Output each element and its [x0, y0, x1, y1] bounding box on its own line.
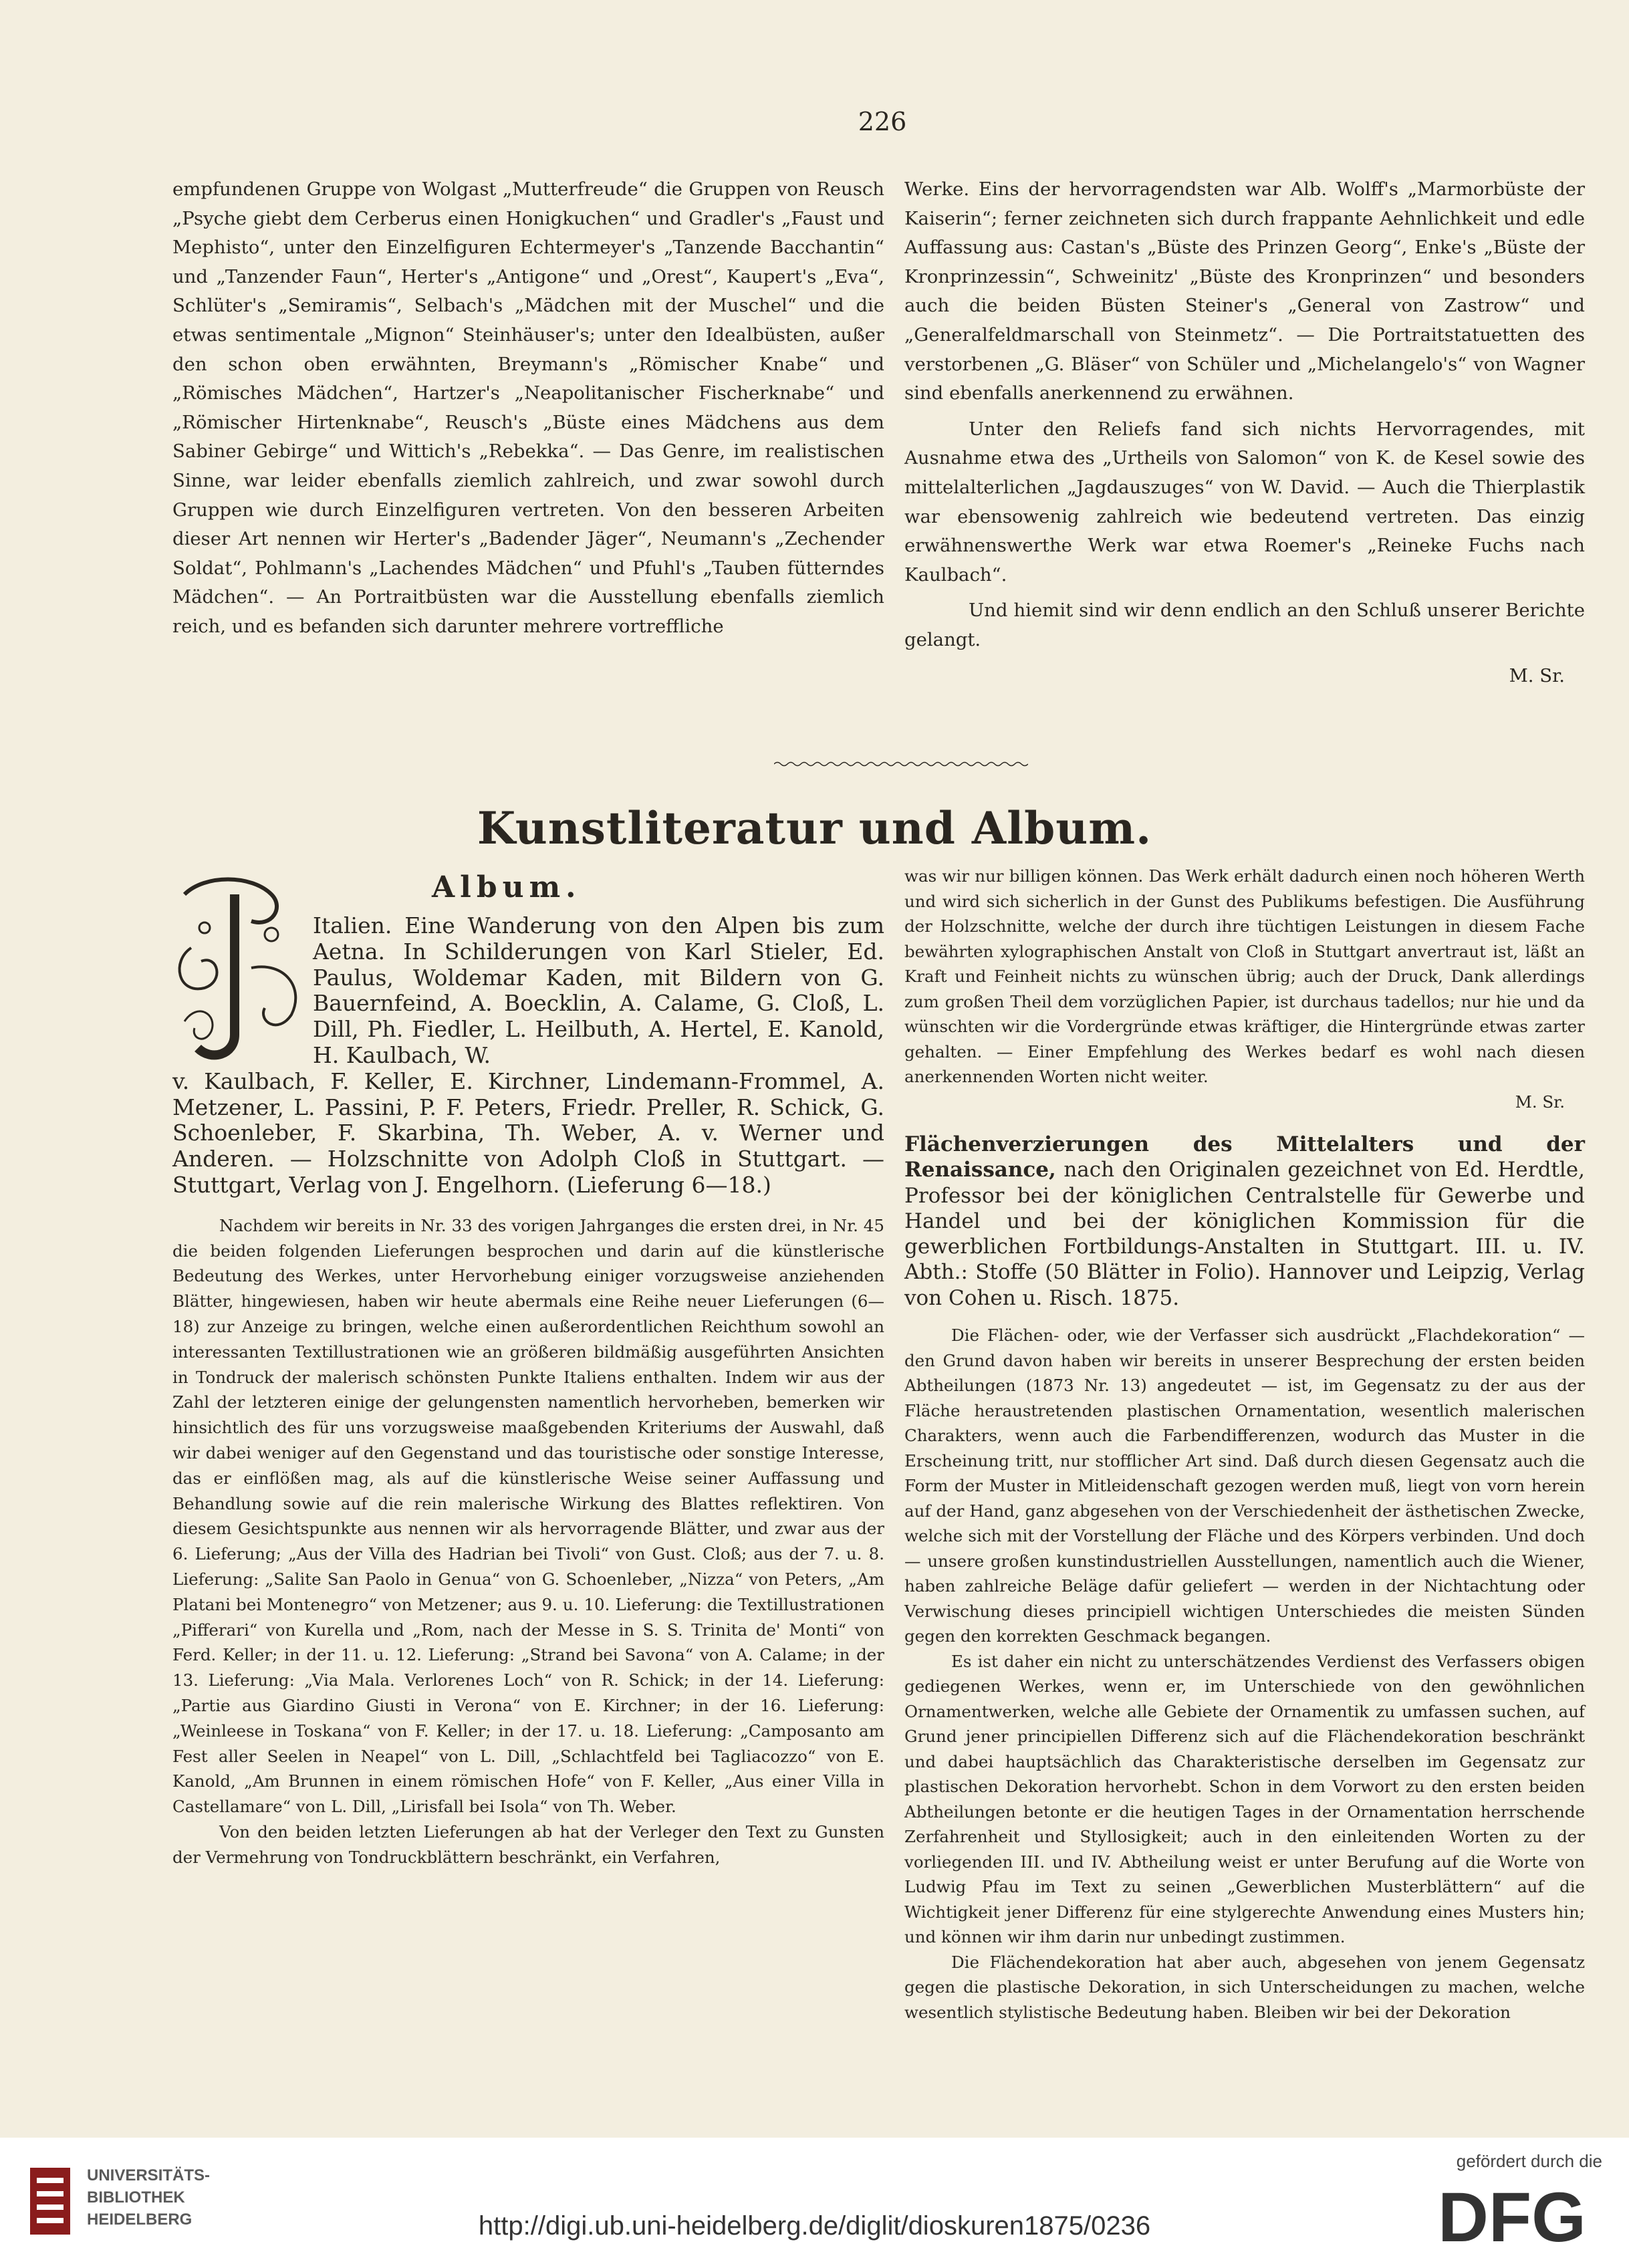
paragraph: Unter den Reliefs fand sich nichts Hervorragendes, mit Ausnahme etwa des „Urtheils von Salomon“ von K. de Kesel sowie des mittelalterlichen „Jagdauszuges“ von W. David. — Auch die Thierplastik war ebensowenig zahlreich wie bedeutend vertreten. Das einzig erwähnenswerthe Werk war etwa Roemer's „Reineke Fuchs nach Kaulbach“. — [904, 418, 1585, 586]
paragraph: Werke. Eins der hervorragendsten war Alb. Wolff's „Marmorbüste der Kaiserin“; ferner zeichneten sich durch frappante Aehnlichkeit und edle Auffassung aus: Castan's „Büste des Prinzen Georg“, Enke's „Büste der Kronprinzessin“, Schweinitz' „Büste des Kronprinzen“ und besonders auch die beiden Büsten Steiner's „General von Zastrow“ und „Generalfeldmarschall von Steinmetz“. — Die Portraitstatuetten des verstorbenen „G. Bläser“ von Schüler und „Michelangelo's“ von Wagner sind ebenfalls anerkennend zu erwähnen. — [904, 178, 1585, 404]
review-flaechenverzierungen — [904, 1323, 1585, 2025]
book-entry-header: Flächenverzierungen des Mittelalters und der Renaissance, — [904, 1132, 1585, 1182]
paragraph: was wir nur billigen können. Das Werk erhält dadurch einen noch höheren Werth und wird sich sicherlich in der Gunst des Publikums befestigen. Die Ausführung der Holzschnitte, welche der durch ihre tüchtigen Leistungen in diesem Fache bewährten xylographischen Anstalt von Cloß in Stuttgart anvertraut ist, läßt an Kraft und Feinheit nichts zu wünschen übrig; auch der Druck, Dank allerdings zum großen Theil dem vorzüglichen Papier, ist durchaus tadellos; nur hie und da wünschten wir die Vordergründe etwas kräftiger, die Hintergründe etwas zarter gehalten. — Einer Empfehlung des Werkes bedarf es wohl nach diesen anerkennenden Worten nicht weiter. — [904, 866, 1585, 1086]
paragraph: empfundenen Gruppe von Wolgast „Mutterfreude“ die Gruppen von Reusch „Psyche giebt dem Cerberus einen Honigkuchen“ und Gradler's „Faust und Mephisto“, unter den Einzelfiguren Echtermeyer's „Tanzende Bacchantin“ und „Tanzender Faun“, Herter's „Antigone“ und „Orest“, Kaupert's „Eva“, Schlüter's „Semiramis“, Selbach's „Mädchen mit der Muschel“ und die etwas sentimentale „Mignon“ Steinhäuser's; unter den Idealbüsten, außer den schon oben erwähnten, Breymann's „Römischer Knabe“ und „Römisches Mädchen“, Hartzer's „Neapolitanischer Fischerknabe“ und „Römischer Hirtenknabe“, Reusch's „Büste eines Mädchens aus dem Sabiner Gebirge“ und Wittich's „Rebekka“. — Das Genre, im realistischen Sinne, war leider ebenfalls ziemlich zahlreich, und zwar sowohl durch Gruppen wie durch Einzelfiguren vertreten. Von den besseren Arbeiten dieser Art nennen wir Herter's „Badender Jäger“, Neumann's „Zechender Soldat“, Pohlmann's „Lachendes Mädchen“ und Pfuhl's „Tauben fütterndes Mädchen“. — An Portraitbüsten war die Ausstellung ebenfalls ziemlich reich, und es befanden sich darunter mehrere vortreffliche — [172, 178, 884, 637]
institution-name-line: HEIDELBERG — [87, 2211, 193, 2229]
page-number: 226 — [858, 107, 907, 136]
paragraph: Und hiemit sind wir denn endlich an den Schluß unserer Berichte gelangt. — [904, 600, 1585, 650]
review-italien-continued — [904, 864, 1585, 1114]
paragraph: Von den beiden letzten Lieferungen ab hat der Verleger den Text zu Gunsten der Vermehrung von Tondruckblättern beschränkt, ein Verfahren, — [172, 1821, 884, 1867]
review-italien — [172, 1213, 884, 1870]
book-entry-flaechenverzierungen — [904, 1132, 1585, 1311]
institution-name-line: BIBLIOTHEK — [87, 2188, 185, 2207]
upper-right-column — [904, 175, 1585, 697]
book-entry-continuation: nach den Originalen gezeichnet von Ed. Herdtle, Professor bei der königlichen Centralstelle für Gewerbe und Handel und bei der königlichen Kommission für die gewerblichen Fortbildungs-Anstalten in Stuttgart. III. u. IV. Abth.: Stoffe (50 Blätter in Folio). Hannover und Leipzig, Verlag von Cohen u. Risch. 1875. — [904, 1158, 1585, 1310]
footer-bar — [0, 2138, 1629, 2268]
album-heading: Album. — [432, 870, 582, 904]
ornamental-divider — [774, 761, 1028, 767]
paragraph: Es ist daher ein nicht zu unterschätzendes Verdienst des Verfassers obigen gediegenen Werkes, wenn er, im Unterschiede von den gewöhnlichen Ornamentwerken, welche alle Gebiete der Ornamentik zu umfassen suchen, auf Grund jener principiellen Differenz sich auf die Flächendekoration beschränkt und dabei hauptsächlich das Charakteristische derselben im Gegensatz zur plastischen Dekoration hervorhebt. Schon in dem Vorwort zu den ersten beiden Abtheilungen betonte er die heutigen Tages in der Ornamentation herrschende Zerfahrenheit und Styllosigkeit; auch in den einleitenden Worten zu der vorliegenden III. und IV. Abtheilung weist er unter Berufung auf die Worte von Ludwig Pfau im Text zu seinen „Gewerblichen Musterblättern“ auf die Wichtigkeit jener Differenz für eine stylgerechte Anwendung eines Musters hin; und können wir ihm darin nur unbedingt zustimmen. — [904, 1651, 1585, 1947]
paragraph: Die Flächendekoration hat aber auch, abgesehen von jenem Gegensatz gegen die plastische Dekoration, in sich Unterscheidungen zu machen, welche wesentlich stylistische Bedeutung haben. Bleiben wir bei der Dekoration — [904, 1952, 1585, 2022]
funding-note: gefördert durch die — [1456, 2151, 1602, 2171]
book-entry-italien — [172, 913, 884, 1199]
upper-left-column — [172, 175, 884, 648]
dfg-logo-icon — [1422, 2178, 1602, 2251]
signature: M. Sr. — [1515, 1092, 1565, 1112]
permalink-url[interactable]: http://digi.ub.uni-heidelberg.de/diglit/dioskuren1875/0236 — [478, 2211, 1151, 2241]
left-lower-column — [172, 913, 884, 1870]
right-lower-column — [904, 864, 1585, 2025]
paragraph: Nachdem wir bereits in Nr. 33 des vorigen Jahrganges die ersten drei, in Nr. 45 die beiden folgenden Lieferungen besprochen und darin auf die künstlerische Bedeutung des Werkes, unter Hervorhebung einiger vorzugsweise anziehenden Blätter, hingewiesen, haben wir heute abermals eine Reihe neuer Lieferungen (6—18) zur Anzeige zu bringen, welche einen außerordentlichen Reichthum sowohl an interessanten Textillustrationen wie an größeren bildmäßig ausgeführten Ansichten in Tondruck der malerisch schönsten Punkte Italiens enthalten. Indem wir aus der Zahl der letzteren einige der gelungensten namentlich hervorheben, bemerken wir hinsichtlich des für uns vorzugsweise maaßgebenden Kriteriums der Auswahl, daß wir dabei weniger auf den Gegenstand und das touristische oder sonstige Interesse, das er einflößen mag, als auf die künstlerische Weise seiner Auffassung und Behandlung sowie auf die rein malerische Wirkung des Blattes reflektiren. Von diesem Gesichtspunkte aus nennen wir als hervorragende Blätter, und zwar aus der 6. Lieferung; „Aus der Villa des Hadrian bei Tivoli“ von Gust. Cloß; aus der 7. u. 8. Lieferung: „Salite San Paolo in Genua“ von G. Schoenleber, „Nizza“ von Peters, „Am Platani bei Montenegro“ von Metzener; aus 9. u. 10. Lieferung: die Textillustrationen „Pifferari“ von Kurella und „Rom, nach der Messe in S. S. Trinita de' Monti“ von Ferd. Keller; in der 11. u. 12. Lieferung: „Strand bei Savona“ von A. Calame; in der 13. Lieferung: „Via Mala. Verlorenes Loch“ von R. Schick; in der 14. Lieferung: „Partie aus Giardino Giusti in Verona“ von E. Kirchner; in der 16. Lieferung: „Weinleese in Toskana“ von F. Keller; in der 17. u. 18. Lieferung: „Camposanto am Fest aller Seelen in Neapel“ von L. Dill, „Schlachtfeld bei Tagliacozzo“ von E. Kanold, „Am Brunnen in einem römischen Hofe“ von F. Keller, „Aus einer Villa in Castellamare“ von L. Dill, „Lirisfall bei Isola“ von Th. Weber. — [172, 1215, 884, 1817]
book-entry-header: Italien. Eine Wanderung von den Alpen bis zum Aetna. In Schilderungen von Karl Stieler, Ed. Paulus, Woldemar Kaden, mit Bildern von G. Bauernfeind, A. Boecklin, A. Calame, G. Cloß, L. Dill, Ph. Fiedler, L. Heilbuth, A. Hertel, E. Kanold, H. Kaulbach, W. — [313, 912, 884, 1068]
institution-name-line: UNIVERSITÄTS- — [87, 2166, 211, 2184]
signature: M. Sr. — [1509, 664, 1565, 686]
book-entry-continuation: v. Kaulbach, F. Keller, E. Kirchner, Lindemann-Frommel, A. Metzener, L. Passini, P. F. Peters, Friedr. Preller, R. Schick, G. Schoenleber, F. Skarbina, Th. Weber, A. v. Werner und Anderen. — Holzschnitte von Adolph Cloß in Stuttgart. — Stuttgart, Verlag von J. Engelhorn. (Lieferung 6—18.) — [172, 1067, 884, 1198]
dfg-logo-text: DFG — [1438, 2178, 1586, 2251]
section-title: Kunstliteratur und Album. — [477, 802, 1152, 854]
paragraph: Die Flächen- oder, wie der Verfasser sich ausdrückt „Flachdekoration“ — den Grund davon haben wir bereits in unserer Besprechung der ersten beiden Abtheilungen (1873 Nr. 13) angedeutet — ist, im Gegensatz zu der aus der Fläche heraustretenden plastischen Ornamentation, wesentlich malerischen Charakters, wenn auch die Farbendifferenzen, wodurch das Muster in die Erscheinung tritt, nur stofflicher Art sind. Daß durch diesen Gegensatz auch die Form der Muster in Mitleidenschaft gezogen werden muß, liegt von vorn herein auf der Hand, ganz abgesehen von der Verschiedenheit der ästhetischen Zwecke, welche sich mit der Vorstellung der Fläche und des Körpers verbinden. Und doch — unsere großen kunstindustriellen Ausstellungen, namentlich auch die Wiener, haben zahlreiche Beläge dafür geliefert — werden in der Nichtachtung oder Verwischung dieses principiell wichtigen Unterschiedes die meisten Sünden gegen den korrekten Geschmack begangen. — [904, 1326, 1585, 1646]
